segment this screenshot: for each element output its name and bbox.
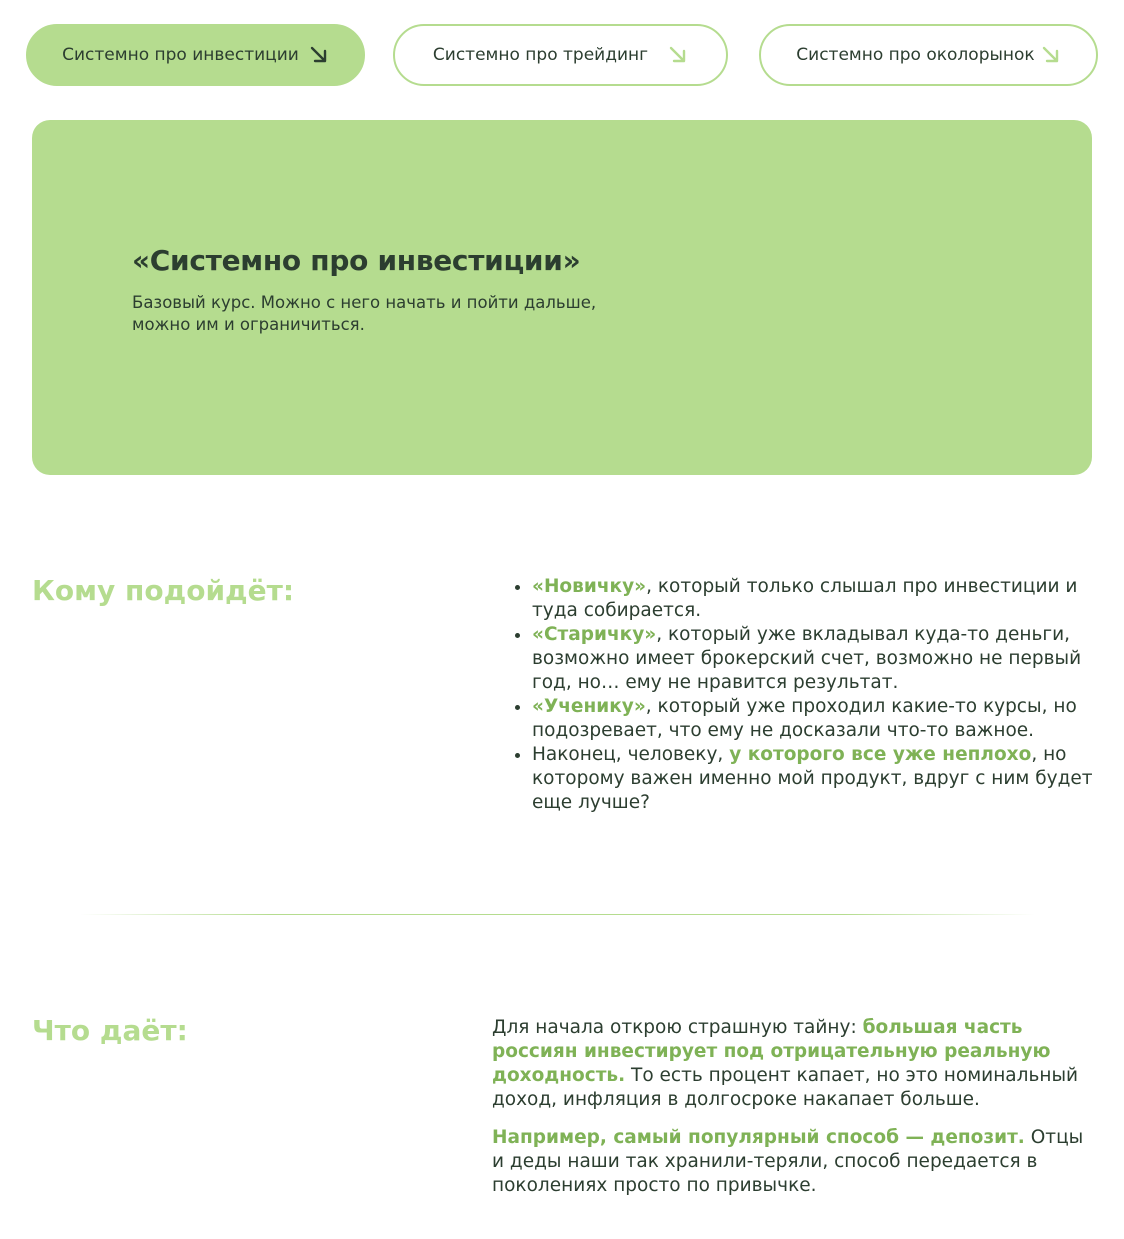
audience-text: , который уже проходил какие-то курсы, но подозревает, что ему не досказали что-то важное. (532, 696, 1077, 741)
hero-card (32, 120, 1092, 475)
audience-text: , который уже вкладывал куда-то деньги, возможно имеет брокерский счет, возможно не первый год, но… ему не нравится результат. (532, 624, 1082, 693)
benefits-p2-text: Отцы и деды наши так хранили-теряли, способ передается в поколениях просто по привычке. (492, 1127, 1084, 1196)
list-item (532, 695, 1107, 743)
audience-text: , который только слышал про инвестиции и туда собирается. (532, 576, 1078, 621)
benefits-p2-highlight: Например, самый популярный способ — депозит. (492, 1127, 1025, 1148)
audience-prefix: Наконец, человеку, (532, 744, 730, 765)
tab-investments-label: Системно про инвестиции (62, 45, 299, 65)
benefits-heading: Что даёт: (32, 1014, 188, 1047)
tab-trading[interactable] (393, 24, 728, 86)
course-tabs (26, 24, 1098, 86)
tab-investments[interactable] (26, 24, 365, 86)
arrow-down-right-icon (309, 45, 329, 65)
benefits-paragraph-1 (492, 1016, 1092, 1112)
tab-near-market[interactable] (759, 24, 1098, 86)
benefits-paragraph-2 (492, 1126, 1092, 1198)
hero-title: «Системно про инвестиции» (132, 244, 581, 277)
arrow-down-right-icon (668, 45, 688, 65)
tab-near-market-label: Системно про околорынок (796, 45, 1035, 65)
list-item (532, 623, 1107, 695)
hero-subtitle: Базовый курс. Можно с него начать и пойти дальше, можно им и ограничиться. (132, 293, 597, 334)
audience-list (512, 575, 1107, 815)
arrow-down-right-icon (1041, 45, 1061, 65)
list-item (532, 743, 1107, 815)
benefits-p1-prefix: Для начала открою страшную тайну: (492, 1017, 863, 1038)
audience-heading: Кому подойдёт: (32, 574, 295, 607)
benefits-p1-highlight: большая часть россиян инвестирует под отрицательную реальную доходность. (492, 1017, 1051, 1086)
audience-highlight: у которого все уже неплохо (729, 744, 1032, 765)
benefits-p1-text: То есть процент капает, но это номинальный доход, инфляция в долгосроке накапает больше. (492, 1065, 1079, 1110)
list-item (532, 575, 1107, 623)
audience-highlight: «Новичку» (532, 576, 647, 597)
section-divider (80, 914, 1035, 915)
audience-highlight: «Ученику» (532, 696, 646, 717)
tab-trading-label: Системно про трейдинг (432, 45, 649, 65)
audience-text: , но которому важен именно мой продукт, вдруг с ним будет еще лучше? (532, 744, 1093, 813)
audience-highlight: «Старичку» (532, 624, 657, 645)
